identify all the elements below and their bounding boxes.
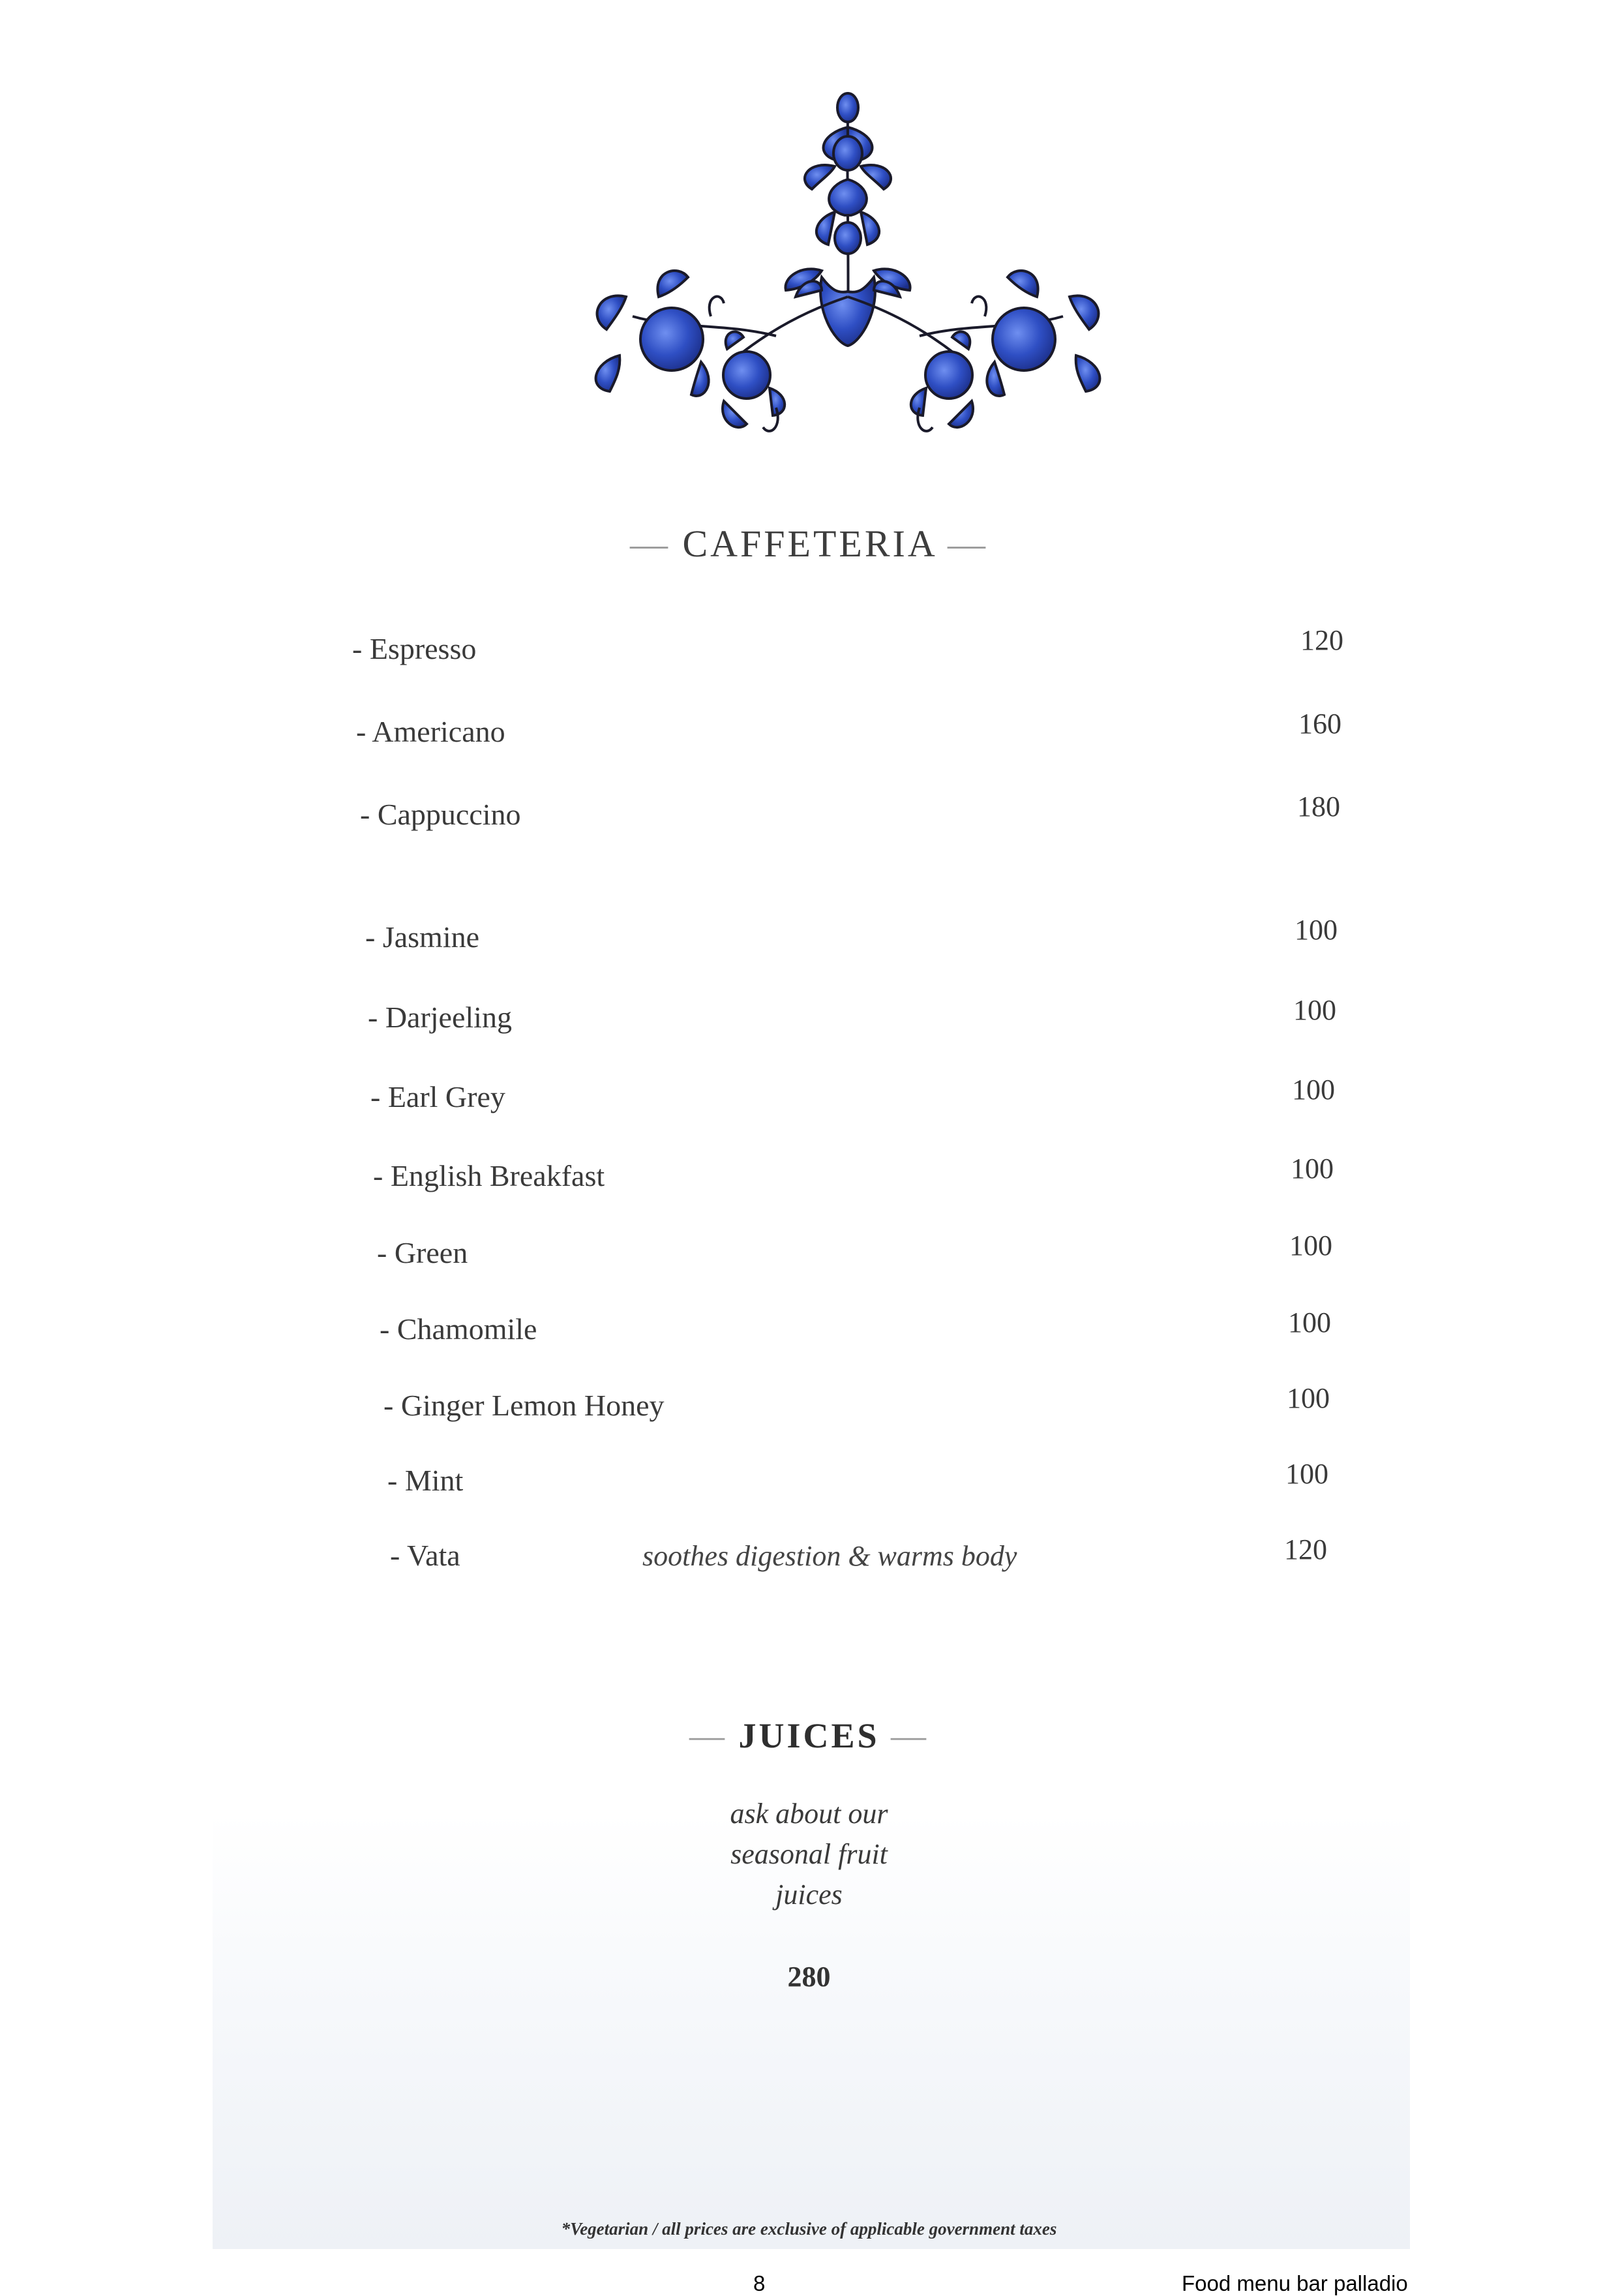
menu-item-name: - Earl Grey (370, 1080, 505, 1113)
juice-description-line: juices (775, 1879, 843, 1911)
menu-item-note: soothes digestion & warms body (642, 1540, 1017, 1572)
juice-description-line: seasonal fruit (730, 1838, 888, 1870)
title-dash-right: — (879, 1716, 929, 1755)
section-title-text: CAFFETERIA (682, 522, 936, 565)
juice-description-line: ask about our (730, 1798, 888, 1830)
tax-footnote: *Vegetarian / all prices are exclusive of applicable government taxes (561, 2219, 1057, 2239)
menu-item-price: 160 (1298, 708, 1341, 740)
title-dash-left: — (629, 522, 683, 565)
menu-item-name: - Mint (387, 1464, 464, 1497)
menu-item-price: 120 (1284, 1533, 1327, 1565)
menu-item-price: 100 (1291, 1153, 1334, 1185)
juice-price: 280 (787, 1961, 831, 1993)
menu-item-price: 180 (1297, 791, 1340, 823)
menu-item-price: 100 (1292, 1074, 1335, 1106)
menu-item-name: - Cappuccino (360, 798, 521, 831)
menu-item-price: 100 (1293, 994, 1336, 1026)
menu-item-price: 100 (1285, 1458, 1328, 1490)
menu-item-price: 100 (1287, 1382, 1330, 1414)
menu-item-name: - English Breakfast (373, 1159, 605, 1192)
section-title-juices (0, 1715, 1618, 1756)
menu-item-name: - Vata (390, 1539, 460, 1572)
title-dash-right: — (935, 522, 989, 565)
menu-item-name: - Americano (356, 715, 505, 748)
menu-item-price: 100 (1295, 914, 1338, 946)
menu-item-name: - Ginger Lemon Honey (383, 1389, 665, 1422)
blue-floral-ornament-icon (561, 82, 1135, 447)
section-title-text: JUICES (738, 1716, 880, 1755)
menu-item-name: - Jasmine (365, 920, 480, 954)
section-title-caffeteria (0, 522, 1618, 566)
menu-item-name: - Espresso (352, 632, 477, 665)
menu-item-price: 100 (1288, 1307, 1331, 1338)
document-name: Food menu bar palladio (1182, 2271, 1408, 2295)
menu-item-name: - Green (377, 1236, 468, 1269)
menu-item-name: - Darjeeling (368, 1001, 512, 1034)
menu-item-price: 100 (1289, 1230, 1332, 1261)
menu-item-name: - Chamomile (380, 1312, 537, 1346)
menu-item-price: 120 (1300, 624, 1343, 656)
page-number: 8 (753, 2271, 766, 2295)
title-dash-left: — (689, 1716, 739, 1755)
